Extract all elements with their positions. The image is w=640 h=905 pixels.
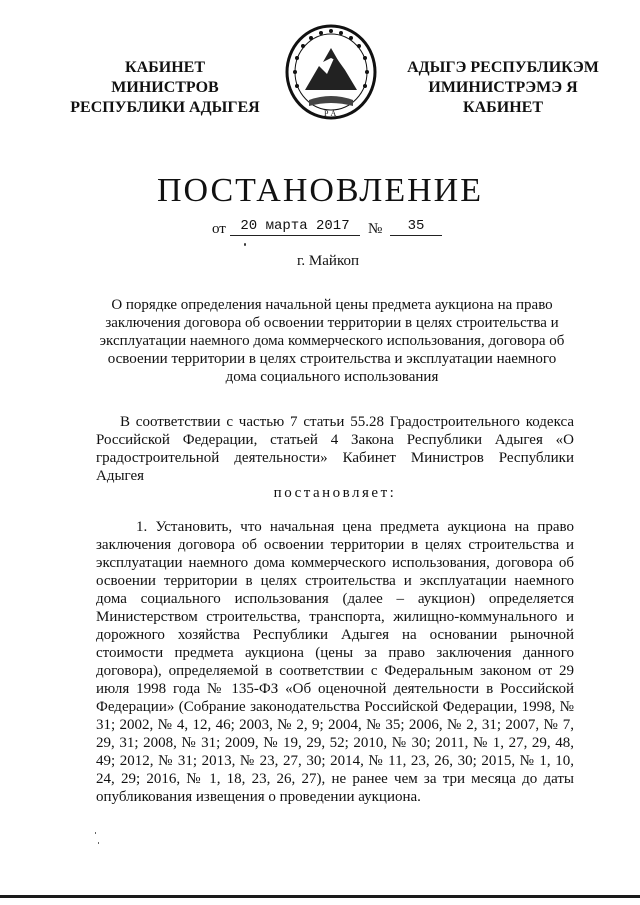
item-1-paragraph: 1. Установить, что начальная цена предмета аукциона на право заключения договора об освоении территории в целях строительства и эксплуатации наемного дома коммерческого использования, договора об освоении территории в целях строительства и эксплуатации наемного дома социального использования (далее – аукцион) определяется Министерством строительства, транспорта, жилищно-коммунального и дорожного хозяйства Республики Адыгея на основании рыночной стоимости предмета аукциона (цены за право заключения данного договора), определяемой в соответствии с Федеральным законом от 29 июля 1998 года № 135-ФЗ «Об оценочной деятельности в Российской Федерации» (Собрание законодательства Российской Федерации, 1998, № 31; 2002, № 4, 12, 46; 2003, № 2, 9; 2004, № 35; 2006, № 2, 31; 2007, № 7, 29, 31; 2008, № 31; 2009, № 19, 29, 52; 2010, № 30; 2011, № 1, 27, 29, 48, 49; 2012, № 31; 2013, № 23, 27, 30; 2014, № 11, 23, 26, 30; 2015, № 1, 10, 24, 29; 2016, № 1, 18, 23, 26, 27), не ранее чем за три месяца до даты опубликования извещения о проведении аукциона. (96, 519, 574, 805)
scan-speck (244, 243, 246, 246)
date-value: 20 марта 2017 (230, 218, 360, 236)
emblem-letters: Р А (324, 109, 337, 118)
resolves-line: постановляет: (273, 485, 397, 501)
number-value: 35 (390, 218, 442, 236)
scan-speck (98, 842, 99, 844)
issuer-name-russian (70, 58, 260, 118)
document-title: О порядке определения начальной цены предмета аукциона на право заключения договора об освоении территории в целях строительства и эксплуатации наемного дома коммерческого использования, договора об освоении территории в целях строительства и эксплуатации наемного дома социального использования (99, 297, 565, 385)
issuer-name-adyghe (388, 58, 618, 118)
preamble-paragraph: В соответствии с частью 7 статьи 55.28 Градостроительного кодекса Российской Федерации, статьей 4 Закона Республики Адыгея «О градостроительной деятельности» Кабинет Министров Республики Адыгея (96, 414, 574, 484)
issuer-line-2: РЕСПУБЛИКИ АДЫГЕЯ (70, 99, 260, 116)
issuer-line-1-adyghe: АДЫГЭ РЕСПУБЛИКЭМ (407, 59, 599, 76)
date-number-row (212, 214, 472, 240)
issuer-line-1: КАБИНЕТ МИНИСТРОВ (111, 59, 219, 96)
city: г. Майкоп (296, 253, 360, 269)
page-bottom-edge (0, 895, 640, 898)
document-type-heading: ПОСТАНОВЛЕНИЕ (156, 172, 484, 209)
coat-of-arms-icon (283, 22, 379, 122)
number-label: № (368, 221, 383, 237)
date-prefix: от (212, 221, 226, 237)
scan-speck (95, 832, 96, 834)
issuer-line-2-adyghe: ИМИНИСТРЭМЭ Я КАБИНЕТ (428, 79, 578, 116)
